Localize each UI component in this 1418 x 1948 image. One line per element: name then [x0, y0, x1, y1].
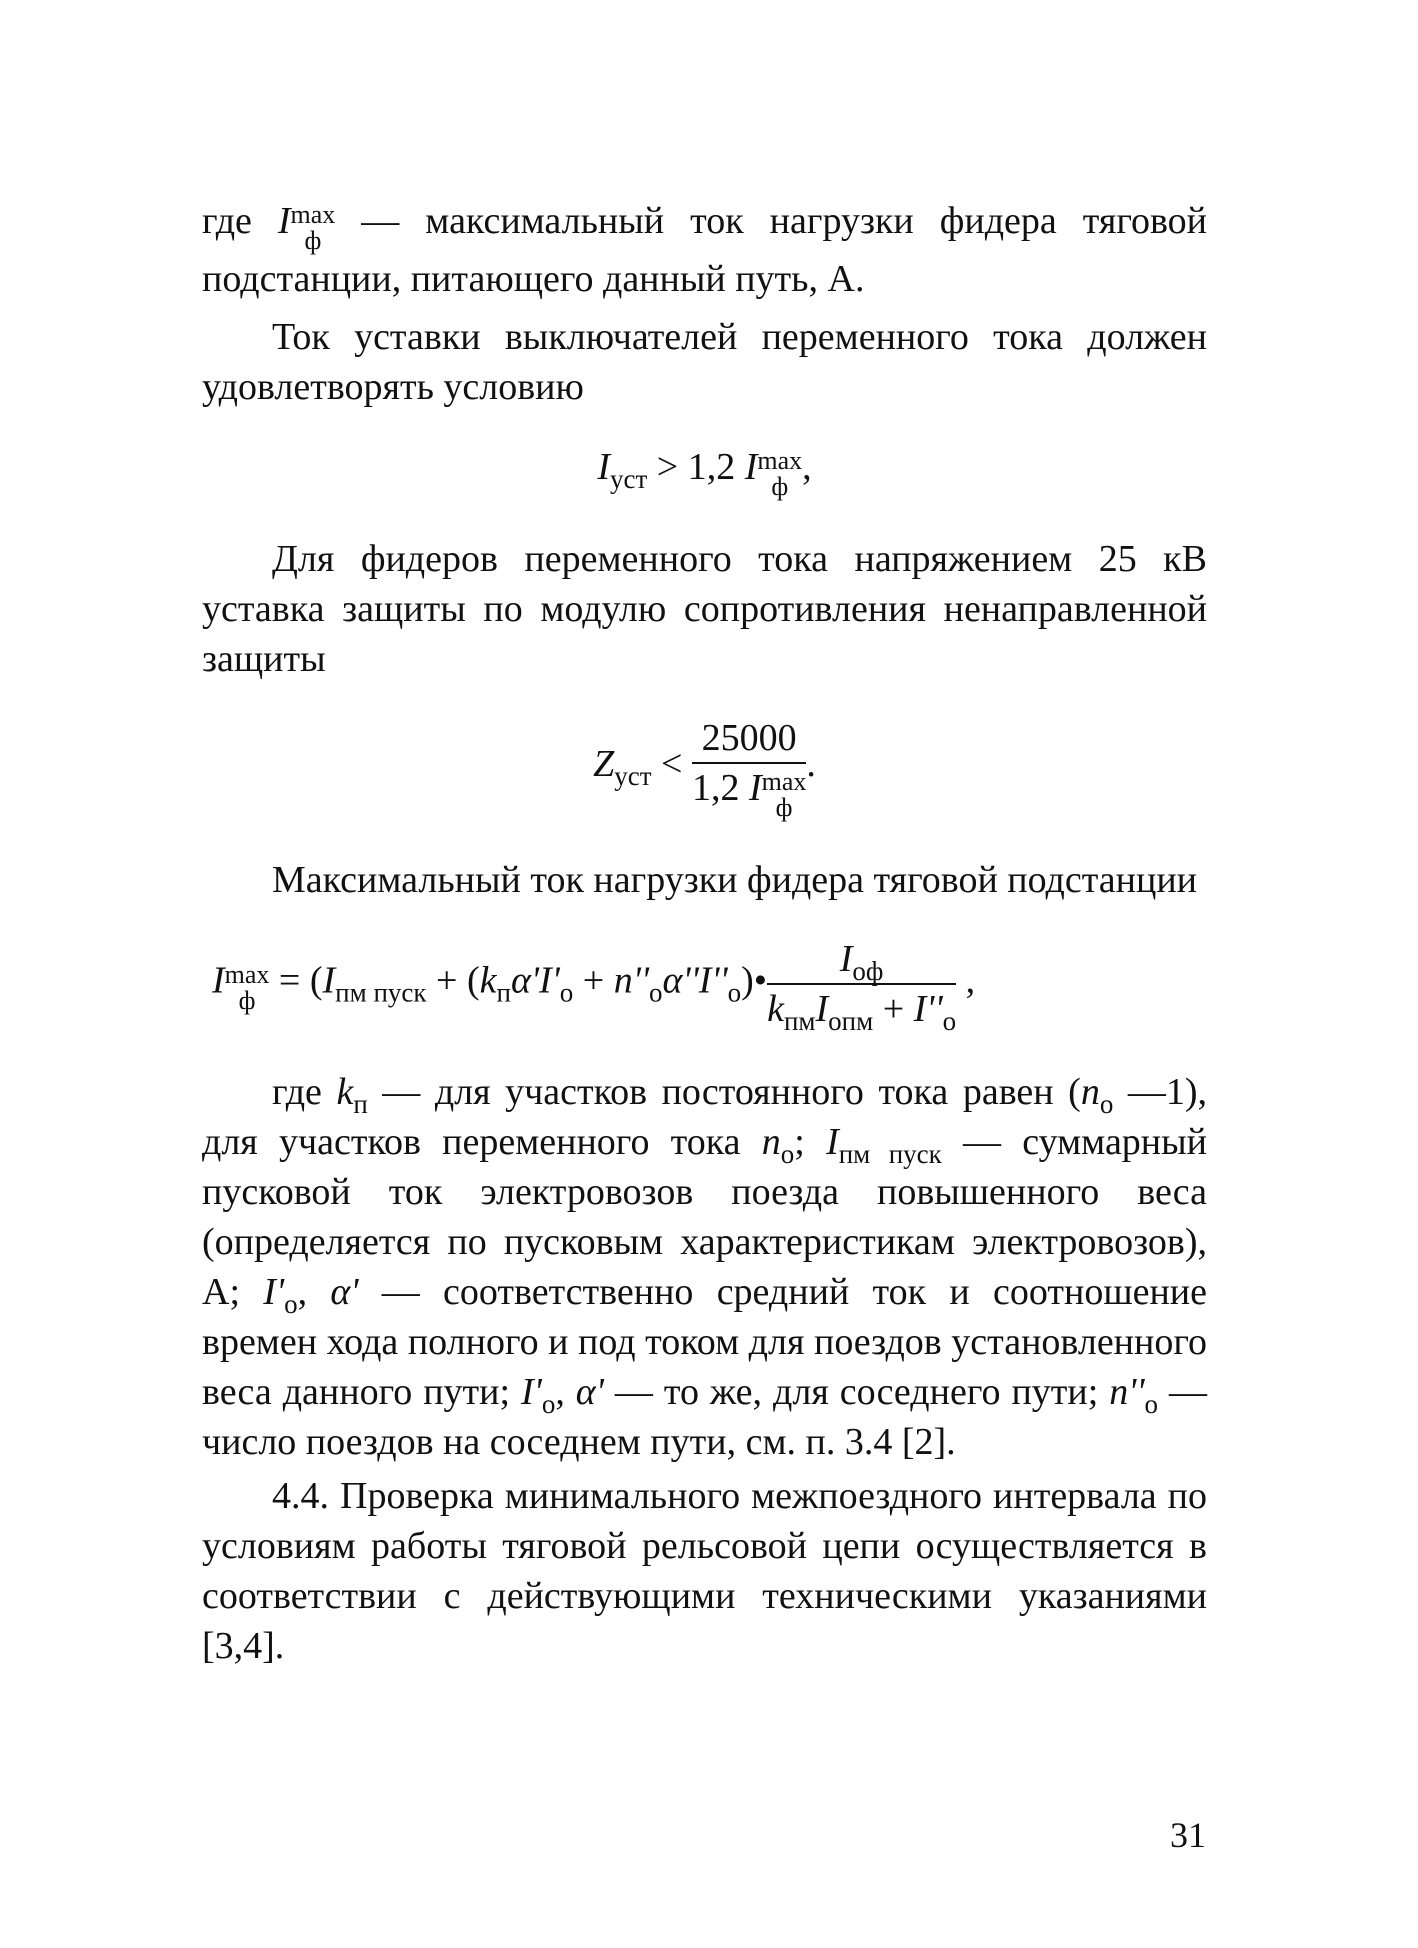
formula-current-setting: $I_{уст} > 1,2$ I max ф , [597, 446, 812, 501]
fraction: 25000 1,2 I max ф [692, 714, 806, 821]
paragraph-3: Для фидеров переменного тока напряжением 25 кВ уставка защиты по модулю сопротивления ненаправленной защиты [202, 538, 1207, 680]
symbol-i: I [277, 200, 291, 242]
paragraph-5: где $k_п$ — для участков постоянного тока равен ($n_о$ —1), для участков переменного тока $n_о$; $I_{пм пуск}$ — суммарный пусковой ток электровозов поезда повышенного веса (определяется по пусковым характеристикам электровозов), А; $I'_о$, α' — соответственно средний ток и соотношение времен хода полного и под током для поездов установленного веса данного пути; $I'_о$, α' — то же, для соседнего пути; $n''_о$ — число поездов на соседнем пути, см. п. 3.4 [2]. [202, 1071, 1208, 1463]
page-number: 31 [1170, 1815, 1206, 1855]
page-body [202, 196, 1207, 1671]
sup-sub-max-f: max ф [290, 200, 336, 255]
paragraph-2: Ток уставки выключателей переменного тока должен удовлетворять условию [202, 316, 1207, 408]
fraction: $\frac{I_{оф}}{k_{пм}I_{опм} + I''_о}$ [767, 935, 956, 1033]
formula-impedance-setting: $Z_{уст}$ < 25000 1,2 I max ф . [202, 714, 1207, 821]
formula-max-feeder-current: I max ф = ($I_{пм пуск} + (k_п\alpha'I'_о$ + $n''_о\alpha''I''_о)•$ $\frac{I_{оф}}{k_{пм}I_{опм} + I''_о}$ , [202, 935, 1207, 1033]
paragraph-1: где I max ф — максимальный ток нагрузки фидера тяговой подстанции, питающего данный путь, А. [202, 200, 1207, 300]
paragraph-4: Максимальный ток нагрузки фидера тяговой подстанции [272, 859, 1198, 901]
paragraph-6: 4.4. Проверка минимального межпоездного интервала по условиям работы тяговой рельсовой цепи осуществляется в соответствии с действующими техническими указаниями [3,4]. [202, 1475, 1207, 1667]
